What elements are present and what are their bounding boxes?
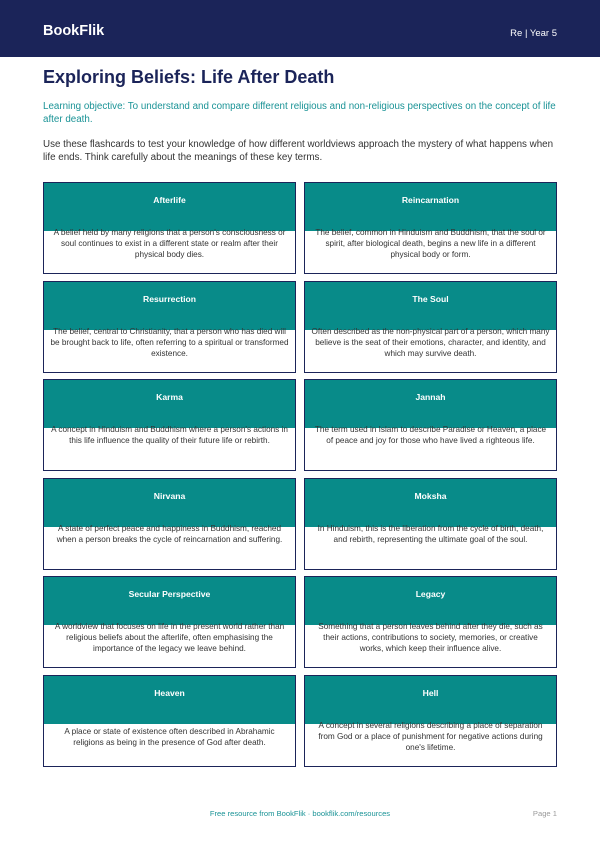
- flashcard-resurrection[interactable]: [43, 281, 296, 373]
- footer-credit[interactable]: Free resource from BookFlik · bookflik.com/resources: [209, 809, 391, 818]
- flashcard-definition: The belief, common in Hinduism and Buddhism, that the soul or spirit, after biological death, begins a new life in a different physical body or form.: [315, 228, 546, 259]
- page-number: Page 1: [532, 809, 557, 818]
- flashcard-term: Secular Perspective: [44, 577, 295, 625]
- learning-objective: Learning objective: To understand and compare different religious and non-religious perspectives on the concept of life after death.: [43, 101, 556, 125]
- flashcard-secular-perspective[interactable]: [43, 576, 296, 668]
- flashcard-definition: Often described as the non-physical part of a person, which many believe is the seat of their emotions, character, and identity, and which may survive death.: [311, 327, 550, 358]
- flashcard-definition: A worldview that focuses on life in the present world rather than religious beliefs about the afterlife, often emphasising the importance of the legacy we leave behind.: [54, 622, 285, 653]
- flashcard-term: Heaven: [44, 676, 295, 724]
- flashcard-karma[interactable]: [43, 379, 296, 471]
- flashcard-term: Nirvana: [44, 479, 295, 527]
- flashcard-definition: A place or state of existence often described in Abrahamic religions as being in the presence of God after death.: [64, 727, 275, 747]
- page-title: Exploring Beliefs: Life After Death: [43, 67, 335, 87]
- flashcard-jannah[interactable]: [304, 379, 557, 471]
- flashcard-nirvana[interactable]: [43, 478, 296, 570]
- flashcard-term: Jannah: [305, 380, 556, 428]
- brand-logo[interactable]: BookFlik: [43, 23, 105, 39]
- flashcard-term: Reincarnation: [305, 183, 556, 231]
- header-bar: [0, 0, 600, 57]
- flashcard-term: Karma: [44, 380, 295, 428]
- flashcard-definition: The belief, central to Christianity, that a person who has died will be brought back to life, often referring to a spiritual or transformed existence.: [50, 327, 289, 358]
- flashcard-definition: A concept in several religions describing a place of separation from God or a place of punishment for negative actions during one's lifetime.: [318, 721, 543, 752]
- intro-text: Use these flashcards to test your knowledge of how different worldviews approach the mystery of what happens when life ends. Think carefully about the meanings of these key terms.: [43, 139, 554, 163]
- flashcard-definition: A state of perfect peace and happiness in Buddhism, reached when a person breaks the cycle of reincarnation and suffering.: [56, 524, 283, 544]
- flashcard-term: Moksha: [305, 479, 556, 527]
- flashcard-moksha[interactable]: [304, 478, 557, 570]
- flashcard-definition: Something that a person leaves behind after they die, such as their actions, contributions to society, memories, or creative works, which keep their influence alive.: [318, 622, 543, 653]
- flashcard-reincarnation[interactable]: [304, 182, 557, 274]
- flashcard-heaven[interactable]: [43, 675, 296, 767]
- flashcard-legacy[interactable]: [304, 576, 557, 668]
- subject-label: Re | Year 5: [510, 28, 557, 39]
- flashcard-definition: In Hinduism, this is the liberation from the cycle of birth, death, and rebirth, representing the ultimate goal of the soul.: [317, 524, 544, 544]
- flashcard-term: Afterlife: [44, 183, 295, 231]
- flashcard-term: Legacy: [305, 577, 556, 625]
- flashcard-term: Hell: [305, 676, 556, 724]
- flashcard-hell[interactable]: [304, 675, 557, 767]
- flashcard-the-soul[interactable]: [304, 281, 557, 373]
- flashcard-term: Resurrection: [44, 282, 295, 330]
- flashcard-definition: A belief held by many religions that a person's consciousness or soul continues to exist in a different state or realm after their physical body dies.: [53, 228, 286, 259]
- flashcard-term: The Soul: [305, 282, 556, 330]
- flashcard-afterlife[interactable]: [43, 182, 296, 274]
- flashcard-definition: A concept in Hinduism and Buddhism where a person's actions in this life influence the quality of their future life or rebirth.: [51, 425, 288, 445]
- flashcard-definition: The term used in Islam to describe Paradise or Heaven, a place of peace and joy for those who have lived a righteous life.: [314, 425, 547, 445]
